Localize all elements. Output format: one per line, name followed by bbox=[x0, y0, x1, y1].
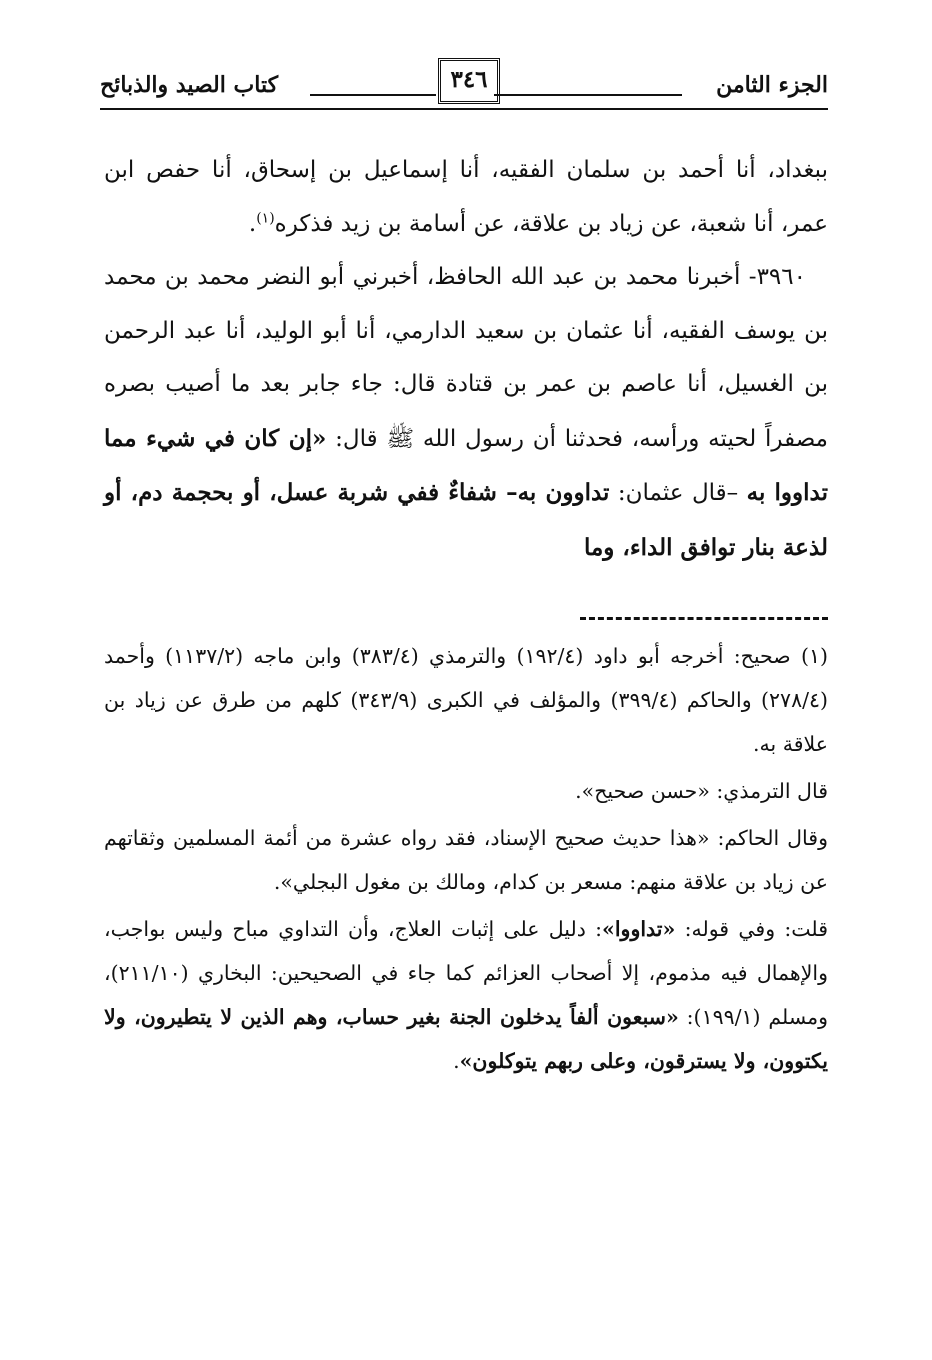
main-text bbox=[104, 144, 828, 575]
paragraph-2 bbox=[104, 251, 828, 575]
hadith-text-1: «إن كان في شيء مما تداووا به bbox=[104, 424, 828, 506]
footnote-1: (١) صحيح: أخرجه أبو داود (١٩٢/٤) والترمذي (٣٨٣/٤) وابن ماجه (١١٣٧/٢) وأحمد (٢٧٨/٤) والحاكم (٣٩٩/٤) والمؤلف في الكبرى (٣٤٣/٩) كلهم من طرق عن زياد بن علاقة به. bbox=[104, 644, 829, 756]
hadith-text-2: تداوون به– شفاءٌ ففي شربة عسل، أو بحجمة دم، أو لذعة بنار توافق الداء، وما bbox=[104, 479, 828, 561]
footnote-tirmidhi: قال الترمذي: «حسن صحيح». bbox=[575, 779, 828, 803]
header-rule-right bbox=[494, 94, 682, 96]
footnote-separator bbox=[580, 617, 828, 620]
comment-end: . bbox=[453, 1049, 460, 1073]
volume-title: الجزء الثامن bbox=[716, 72, 828, 98]
chapter-title: كتاب الصيد والذبائح bbox=[100, 72, 279, 98]
paragraph-1-end: . bbox=[248, 210, 257, 237]
paragraph-1 bbox=[104, 144, 828, 251]
comment-text: : دليل على إثبات العلاج، وأن التداوي مباح وليس بواجب، والإهمال فيه مذموم، إلا أصحاب العزائم كما جاء في الصحيحين: البخاري (٢١١/١٠)، ومسلم (١٩٩/١): bbox=[104, 917, 828, 1029]
page-number: ٣٤٦ bbox=[438, 58, 500, 104]
footnote-comment bbox=[104, 907, 828, 1083]
header-underline bbox=[100, 108, 828, 110]
comment-quote-2: «سبعون ألفاً يدخلون الجنة بغير حساب، وهم الذين لا يتطيرون، ولا يكتوون، ولا يسترقون، وعلى ربهم يتوكلون» bbox=[104, 1005, 828, 1073]
footnote-hakim: وقال الحاكم: «هذا حديث صحيح الإسناد، فقد رواه عشرة من أئمة المسلمين وثقاتهم عن زياد بن علاقة منهم: مسعر بن كدام، ومالك بن مغول البجلي». bbox=[104, 826, 828, 894]
hadith-interjection: –قال عثمان: bbox=[609, 480, 747, 506]
page-header bbox=[100, 58, 828, 114]
paragraph-1-text: ببغداد، أنا أحمد بن سلمان الفقيه، أنا إسماعيل بن إسحاق، أنا حفص ابن عمر، أنا شعبة، عن زياد بن علاقة، عن أسامة بن زيد فذكره bbox=[104, 157, 828, 237]
header-rule-left bbox=[310, 94, 436, 96]
footnotes bbox=[104, 634, 828, 1086]
comment-quote-1: «تداووا» bbox=[602, 917, 676, 941]
hadith-isnad: ٣٩٦٠- أخبرنا محمد بن عبد الله الحافظ، أخبرني أبو النضر محمد بن محمد بن يوسف الفقيه، أنا عثمان بن سعيد الدارمي، أنا أبو الوليد، أنا عبد الرحمن بن الغسيل، أنا عاصم بن عمر بن قتادة قال: جاء جابر بعد ما أصيب بصره مصفراً لحيته ورأسه، فحدثنا أن رسول الله ﷺ قال: bbox=[104, 264, 828, 452]
comment-intro: قلت: وفي قوله: bbox=[675, 917, 828, 941]
footnote-ref: (١) bbox=[256, 209, 275, 226]
